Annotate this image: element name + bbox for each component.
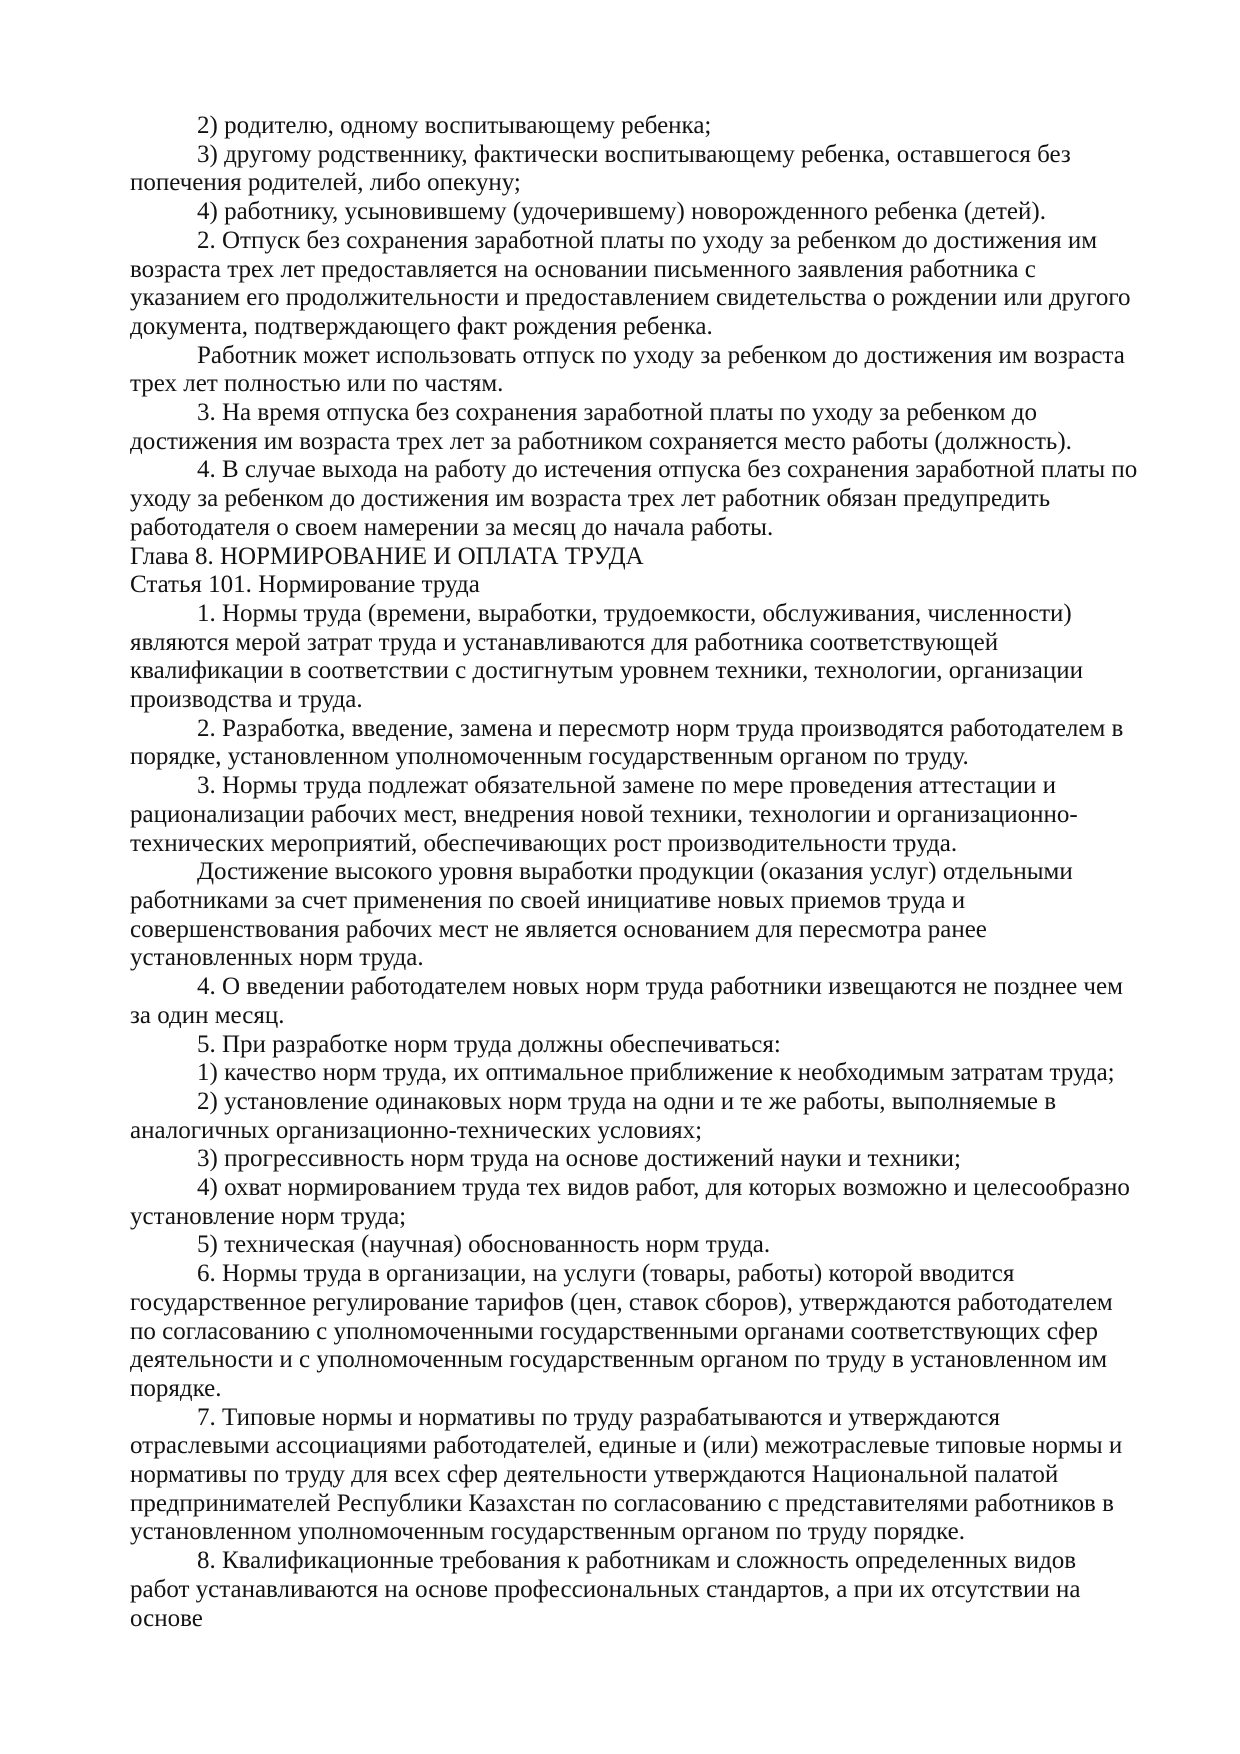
list-item: 4) работнику, усыновившему (удочерившему) новорожденного ребенка (детей).	[197, 198, 1046, 226]
article-heading: Статья 101. Нормирование труда	[130, 571, 480, 599]
paragraph: 2. Разработка, введение, замена и пересмотр норм труда производятся работодателем в порядке, установленном уполномоченным государственным органом по труду.	[130, 714, 1124, 771]
document-body	[130, 112, 1140, 1633]
list-item: 2) родителю, одному воспитывающему ребенка;	[197, 112, 712, 139]
paragraph: 4. О введении работодателем новых норм труда работники извещаются не позднее чем за один месяц.	[130, 973, 1123, 1029]
list-item: 3) другому родственнику, фактически воспитывающему ребенка, оставшегося без попечения родителей, либо опекуну;	[130, 140, 1071, 197]
paragraph: Достижение высокого уровня выработки продукции (оказания услуг) отдельными работниками за счет применения по своей инициативе новых приемов труда и совершенствования рабочих мест не является основанием для пересмотра ранее установленных норм труда.	[130, 858, 1073, 972]
paragraph: 2. Отпуск без сохранения заработной платы по уходу за ребенком до достижения им возраста трех лет предоставляется на основании письменного заявления работника с указанием его продолжительности и предоставлением свидетельства о рождении или другого документа, подтверждающего факт рождения ребенка.	[130, 226, 1131, 340]
paragraph: 7. Типовые нормы и нормативы по труду разрабатываются и утверждаются отраслевыми ассоциациями работодателей, единые и (или) межотраслевые типовые нормы и нормативы по труду для всех сфер деятельности утверждаются Национальной палатой предпринимателей Республики Казахстан по согласованию с представителями работников в установленном уполномоченным государственным органом по труду порядке.	[130, 1403, 1123, 1546]
paragraph: 8. Квалификационные требования к работникам и сложность определенных видов работ устанавливаются на основе профессиональных стандартов, а при их отсутствии на основе	[130, 1547, 1081, 1632]
paragraph: 1. Нормы труда (времени, выработки, трудоемкости, обслуживания, численности) являются мерой затрат труда и устанавливаются для работника соответствующей квалификации в соответствии с достигнутым уровнем техники, технологии, организации производства и труда.	[130, 599, 1083, 714]
list-item: 1) качество норм труда, их оптимальное приближение к необходимым затратам труда;	[197, 1059, 1115, 1087]
paragraph: Работник может использовать отпуск по уходу за ребенком до достижения им возраста трех лет полностью или по частям.	[130, 341, 1125, 398]
list-item: 5) техническая (научная) обоснованность норм труда.	[197, 1231, 771, 1259]
chapter-heading: Глава 8. НОРМИРОВАНИЕ И ОПЛАТА ТРУДА	[130, 542, 644, 570]
list-item: 3) прогрессивность норм труда на основе достижений науки и техники;	[197, 1145, 961, 1173]
list-item: 4) охват нормированием труда тех видов работ, для которых возможно и целесообразно установление норм труда;	[130, 1174, 1130, 1230]
paragraph: 4. В случае выхода на работу до истечения отпуска без сохранения заработной платы по уходу за ребенком до достижения им возраста трех лет работник обязан предупредить работодателя о своем намерении за месяц до начала работы.	[130, 456, 1138, 541]
paragraph: 5. При разработке норм труда должны обеспечиваться:	[197, 1030, 781, 1058]
paragraph: 3. На время отпуска без сохранения заработной платы по уходу за ребенком до достижения им возраста трех лет за работником сохраняется место работы (должность).	[130, 399, 1072, 455]
list-item: 2) установление одинаковых норм труда на одни и те же работы, выполняемые в аналогичных организационно-технических условиях;	[130, 1087, 1057, 1144]
paragraph: 3. Нормы труда подлежат обязательной замене по мере проведения аттестации и рационализации рабочих мест, внедрения новой техники, технологии и организационно-технических мероприятий, обеспечивающих рост производительности труда.	[130, 772, 1078, 857]
paragraph: 6. Нормы труда в организации, на услуги (товары, работы) которой вводится государственное регулирование тарифов (цен, ставок сборов), утверждаются работодателем по согласованию с уполномоченными государственными органами соответствующих сфер деятельности и с уполномоченным государственным органом по труду в установленном им порядке.	[130, 1260, 1113, 1402]
